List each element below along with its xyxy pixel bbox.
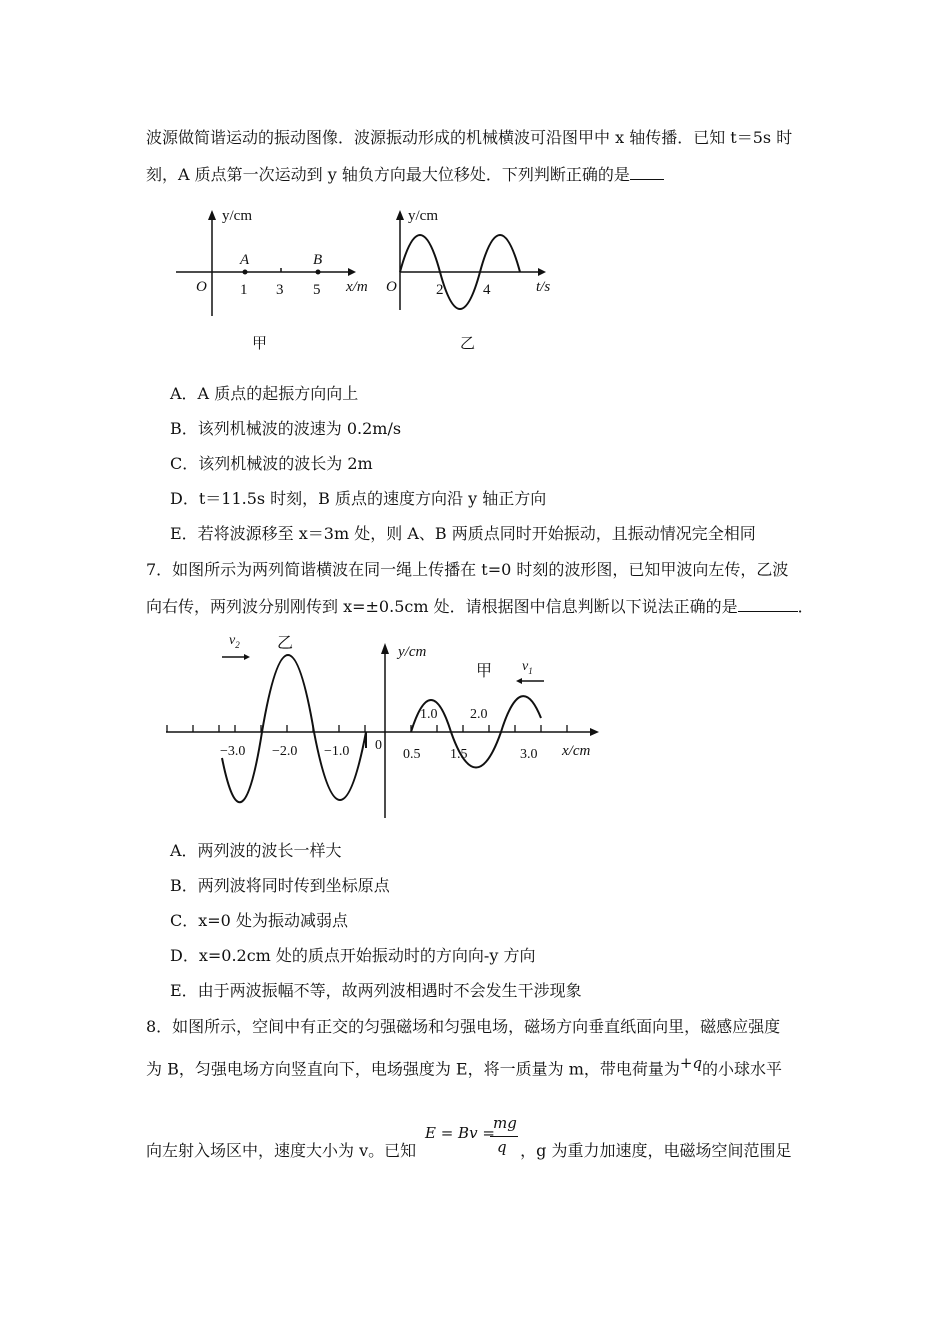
q6-graph-jia: [176, 208, 368, 352]
tick-label: 0.5: [403, 747, 421, 762]
q6-text-line2: [146, 163, 664, 186]
x-axis-arrow: [590, 728, 599, 736]
tick-label: 3.0: [520, 747, 538, 762]
q6-option-d: D．t＝11.5s 时刻，B 质点的速度方向沿 y 轴正方向: [170, 489, 547, 508]
fraction-bar: [490, 1136, 518, 1137]
point-a-label: A: [240, 252, 250, 268]
q8-text-line3: [146, 1140, 791, 1162]
point-b-dot: [316, 270, 321, 275]
t-axis-label: t/s: [536, 279, 551, 295]
formula-denominator: q: [497, 1138, 507, 1156]
x-axis-label: x/m: [346, 279, 368, 295]
v1-arrow-head: [516, 678, 522, 684]
y-axis-arrow: [208, 210, 216, 220]
q8-stem-end: ，g 为重力加速度，电磁场空间范围足: [520, 1141, 792, 1160]
v1-label: $v_1$: [522, 659, 533, 676]
q8-stem-end: 的小球水平: [702, 1059, 783, 1079]
point-b-label: B: [313, 252, 323, 268]
q7-option-e: E．由于两波振幅不等，故两列波相遇时不会发生干涉现象: [170, 981, 582, 1000]
y-axis-arrow: [396, 210, 404, 220]
q7-option-a: A．两列波的波长一样大: [170, 841, 342, 860]
formula-lhs: E = Bv =: [425, 1124, 495, 1142]
wave-jia-label: 甲: [476, 663, 493, 680]
q7-text-line1: 7．如图所示为两列简谐横波在同一绳上传播在 t=0 时刻的波形图，已知甲波向左传，乙波: [146, 560, 789, 579]
y-axis-label: y/cm: [408, 208, 438, 224]
tick-marks: [167, 725, 567, 732]
x-axis-label: x/cm: [562, 743, 591, 759]
figure-caption: 乙: [460, 336, 476, 352]
formula-numerator: mg: [493, 1114, 517, 1132]
answer-blank: [738, 595, 798, 612]
q8-stem: 为 B，匀强电场方向竖直向下，电场强度为 E，将一质量为 m，带电荷量为: [146, 1059, 680, 1079]
tick-label: −2.0: [272, 744, 298, 759]
wave-yi-curve: [222, 655, 366, 802]
q6-stem-end: 刻，A 质点第一次运动到 y 轴负方向最大位移处．下列判断正确的是: [146, 165, 630, 184]
y-axis-label: y/cm: [222, 208, 252, 224]
point-a-dot: [243, 270, 248, 275]
q7-option-c: C．x=0 处为振动减弱点: [170, 911, 348, 930]
y-axis-label: y/cm: [398, 644, 427, 660]
v2-arrow-head: [244, 654, 250, 660]
tick-label: 2: [436, 282, 444, 298]
tick-label: 1.5: [450, 747, 468, 762]
q8-text-line2: [146, 1052, 782, 1080]
tick-label: 4: [483, 282, 491, 298]
wave-yi-label: 乙: [277, 635, 294, 652]
q6-option-c: C．该列机械波的波长为 2m: [170, 454, 373, 473]
q6-option-e: E．若将波源移至 x＝3m 处，则 A、B 两质点同时开始振动，且振动情况完全相同: [170, 524, 756, 543]
x-axis-arrow: [348, 268, 356, 276]
tick-label: 1: [240, 282, 248, 298]
q7-option-d: D．x=0.2cm 处的质点开始振动时的方向向-y 方向: [170, 946, 536, 965]
charge-symbol: +q: [679, 1054, 703, 1072]
v2-label: $v_2$: [229, 633, 240, 650]
origin-label: O: [386, 279, 397, 295]
q7-figure: [160, 628, 610, 823]
tick-label: 1.0: [420, 707, 438, 722]
q6-graph-yi: [386, 208, 550, 352]
origin-label: 0: [375, 738, 382, 753]
q8-stem: 向左射入场区中，速度大小为 v。已知: [146, 1141, 417, 1160]
tick-label: −3.0: [220, 744, 246, 759]
q6-figure: [170, 198, 570, 358]
origin-label: O: [196, 279, 207, 295]
q7-stem-period: ．: [797, 597, 814, 616]
tick-label: 5: [313, 282, 321, 298]
q6-text-line1: 波源做简谐运动的振动图像．波源振动形成的机械横波可沿图甲中 x 轴传播．已知 t＝5s 时: [146, 128, 793, 147]
y-axis-arrow: [381, 643, 389, 654]
figure-caption: 甲: [252, 336, 268, 352]
t-axis-arrow: [538, 268, 546, 276]
q6-option-b: B．该列机械波的波速为 0.2m/s: [170, 419, 402, 438]
q6-option-a: A．A 质点的起振方向向上: [170, 384, 359, 403]
q8-text-line1: 8．如图所示，空间中有正交的匀强磁场和匀强电场，磁场方向垂直纸面向里，磁感应强度: [146, 1017, 781, 1036]
q7-option-b: B．两列波将同时传到坐标原点: [170, 876, 390, 895]
answer-blank: [630, 163, 664, 180]
q7-text-line2: [146, 595, 814, 618]
q7-stem-end: 向右传，两列波分别刚传到 x=±0.5cm 处．请根据图中信息判断以下说法正确的是: [146, 597, 738, 616]
tick-label: 2.0: [470, 707, 488, 722]
tick-label: 3: [276, 282, 284, 298]
tick-label: −1.0: [324, 744, 350, 759]
